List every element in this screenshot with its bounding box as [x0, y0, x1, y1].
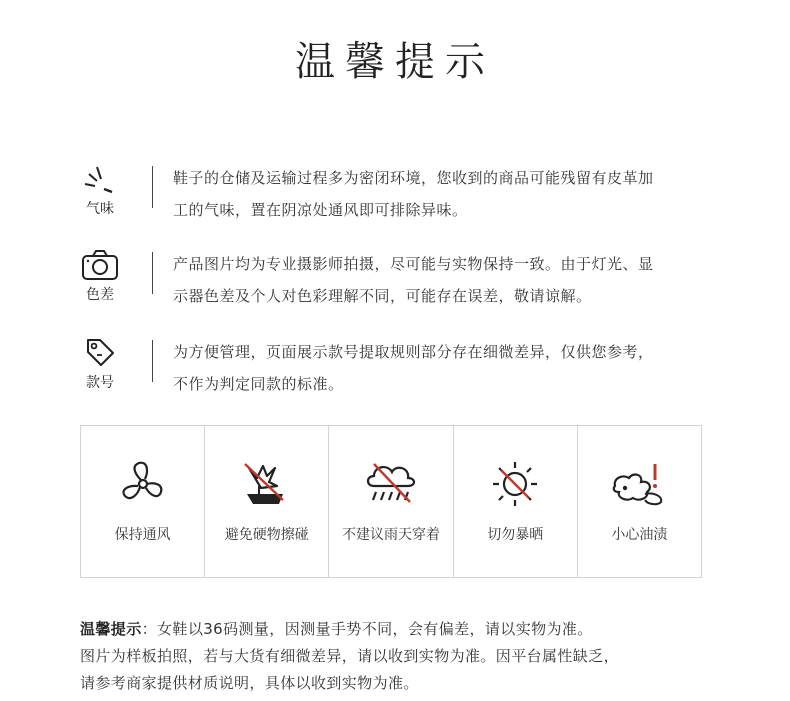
notice-smell — [0, 162, 790, 232]
fan-icon — [117, 458, 169, 510]
no-scratch-icon — [239, 458, 295, 510]
notice-text — [173, 336, 718, 400]
care-item-ventilate — [81, 426, 205, 577]
tag-icon — [82, 336, 118, 370]
camera-icon — [80, 248, 120, 282]
notice-icon-box — [72, 336, 128, 400]
divider — [152, 340, 153, 382]
care-item-oil-stain — [578, 426, 701, 577]
divider — [152, 252, 153, 294]
care-instructions — [80, 425, 702, 578]
notice-label: 气味 — [86, 201, 114, 217]
notice-text — [173, 248, 718, 312]
note-text: 女鞋以36码测量，因测量手势不同，会有偏差，请以实物为准。 — [157, 620, 593, 638]
care-label: 不建议雨天穿着 — [342, 527, 440, 543]
note-heading: 温馨提示 — [80, 620, 142, 638]
notice-icon-box — [72, 162, 128, 226]
notice-text — [173, 162, 718, 226]
notice-line: 产品图片均为专业摄影师拍摄，尽可能与实物保持一致。由于灯光、显 — [173, 255, 654, 273]
notice-line: 工的气味，置在阴凉处通风即可排除异味。 — [173, 201, 468, 219]
notice-line: 不作为判定同款的标准。 — [173, 375, 344, 393]
no-sun-icon — [489, 458, 541, 510]
note-colon: ： — [141, 620, 158, 638]
note-line: 请参考商家提供材质说明，具体以收到实物为准。 — [80, 674, 419, 692]
care-label: 保持通风 — [114, 527, 171, 543]
oil-stain-icon — [609, 458, 669, 510]
care-label: 小心油渍 — [611, 527, 668, 543]
notice-line: 鞋子的仓储及运输过程多为密闭环境，您收到的商品可能残留有皮革加 — [173, 169, 654, 187]
notice-icon-box — [72, 248, 128, 312]
care-item-no-sun — [454, 426, 578, 577]
notice-label: 色差 — [86, 287, 114, 303]
care-label: 切勿暴晒 — [487, 527, 544, 543]
footer-note — [80, 616, 720, 697]
notice-line: 示器色差及个人对色彩理解不同，可能存在误差，敬请谅解。 — [173, 287, 592, 305]
care-item-no-rain — [329, 426, 453, 577]
care-item-no-scratch — [205, 426, 329, 577]
smell-icon — [82, 162, 118, 196]
no-rain-icon — [362, 458, 420, 510]
care-label: 避免硬物擦碰 — [224, 527, 309, 543]
notice-label: 款号 — [86, 375, 114, 391]
divider — [152, 166, 153, 208]
notice-line: 为方便管理，页面展示款号提取规则部分存在细微差异，仅供您参考， — [173, 343, 654, 361]
note-line: 图片为样板拍照，若与大货有细微差异，请以收到实物为准。因平台属性缺乏， — [80, 647, 620, 665]
note-line — [80, 616, 720, 643]
notice-style-number — [0, 336, 790, 406]
notice-color — [0, 248, 790, 318]
page-title: 温馨提示 — [295, 39, 495, 85]
